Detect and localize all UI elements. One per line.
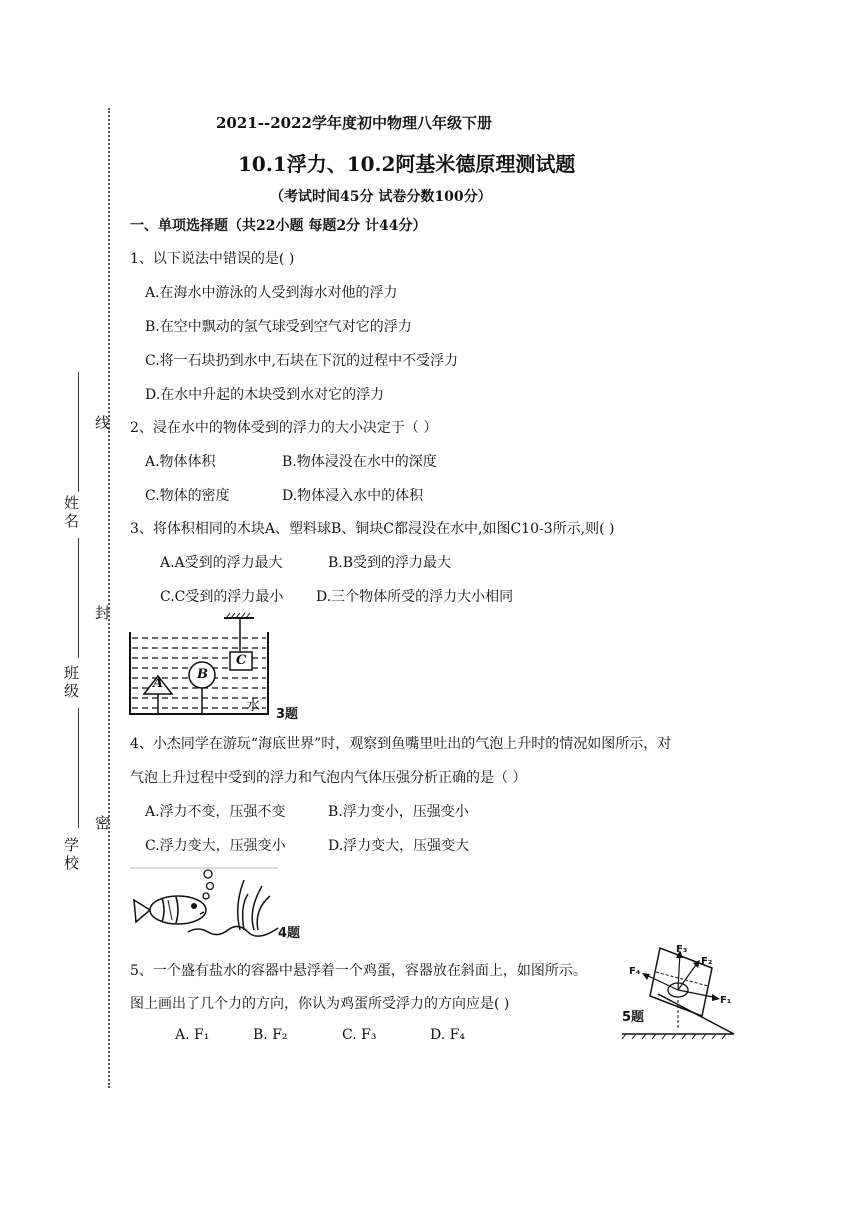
q5-stem-line2: 图上画出了几个力的方向，你认为鸡蛋所受浮力的方向应是( ) (130, 996, 510, 1012)
q4-option-b: B.浮力变小，压强变小 (328, 804, 469, 820)
q5-fig-label-f2: F₂ (701, 956, 713, 967)
q2-option-d: D.物体浸入水中的体积 (282, 488, 424, 504)
section-heading: 一、单项选择题（共22小题 每题2分 计44分） (130, 218, 427, 234)
q5-option-d: D. F₄ (430, 1027, 465, 1043)
school-label: 学校 (64, 836, 80, 872)
binding-dotted-line (108, 108, 110, 1088)
q3-fig-label-b: B (197, 667, 208, 682)
q3-fig-water-label: 水 (246, 698, 260, 714)
q5-caption: 5题 (622, 1010, 645, 1025)
name-label: 姓名 (64, 494, 80, 530)
q2-option-a: A.物体体积 (145, 454, 216, 470)
binding-label-mi: 密 (95, 814, 111, 832)
q1-option-d: D.在水中升起的木块受到水对它的浮力 (145, 387, 385, 403)
name-underline (78, 372, 79, 492)
q4-stem-line2: 气泡上升过程中受到的浮力和气泡内气体压强分析正确的是（ ） (130, 770, 527, 786)
q3-fig-label-c: C (236, 653, 247, 668)
q5-stem-line1: 5、一个盛有盐水的容器中悬浮着一个鸡蛋，容器放在斜面上，如图所示。 (130, 963, 587, 979)
q1-option-c: C.将一石块扔到水中,石块在下沉的过程中不受浮力 (145, 353, 459, 369)
q4-caption: 4题 (278, 926, 301, 941)
q4-option-d: D.浮力变大，压强变大 (328, 838, 470, 854)
school-underline (78, 708, 79, 828)
binding-label-xian: 线 (95, 414, 111, 432)
q5-fig-label-f4: F₄ (629, 966, 641, 977)
q1-option-b: B.在空中飘动的氢气球受到空气对它的浮力 (145, 319, 412, 335)
header-line: 2021--2022学年度初中物理八年级下册 (216, 114, 492, 132)
q3-caption: 3题 (276, 707, 299, 722)
q4-fish-figure (128, 866, 280, 938)
q3-option-d: D.三个物体所受的浮力大小相同 (316, 589, 514, 605)
binding-label-feng: 封 (95, 604, 111, 622)
q2-option-c: C.物体的密度 (145, 488, 230, 504)
q4-option-c: C.浮力变大，压强变小 (145, 838, 286, 854)
q3-option-b: B.B受到的浮力最大 (328, 555, 452, 571)
q3-option-a: A.A受到的浮力最大 (160, 555, 283, 571)
q3-option-c: C.C受到的浮力最小 (160, 589, 284, 605)
q3-stem: 3、将体积相同的木块A、塑料球B、铜块C都浸没在水中,如图C10-3所示,则( ) (130, 521, 615, 537)
exam-info: （考试时间45分 试卷分数100分） (270, 189, 492, 205)
q2-option-b: B.物体浸没在水中的深度 (282, 454, 437, 470)
q5-incline-figure (618, 944, 740, 1040)
page-title: 10.1浮力、10.2阿基米德原理测试题 (238, 152, 576, 176)
q3-fig-label-a: A (153, 676, 164, 691)
q5-fig-label-f3: F₃ (676, 944, 688, 955)
q5-option-b: B. F₂ (253, 1027, 288, 1043)
q2-stem: 2、浸在水中的物体受到的浮力的大小决定于（ ） (130, 420, 438, 436)
q5-fig-label-f1: F₁ (720, 995, 732, 1006)
q1-stem: 1、以下说法中错误的是( ) (130, 251, 295, 267)
q5-option-a: A. F₁ (175, 1027, 210, 1043)
class-label: 班级 (64, 664, 80, 700)
q1-option-a: A.在海水中游泳的人受到海水对他的浮力 (145, 285, 398, 301)
q4-option-a: A.浮力不变，压强不变 (145, 804, 286, 820)
class-underline (78, 538, 79, 658)
q4-stem-line1: 4、小杰同学在游玩“海底世界”时，观察到鱼嘴里吐出的气泡上升时的情况如图所示，对 (130, 736, 672, 752)
q5-option-c: C. F₃ (342, 1027, 377, 1043)
